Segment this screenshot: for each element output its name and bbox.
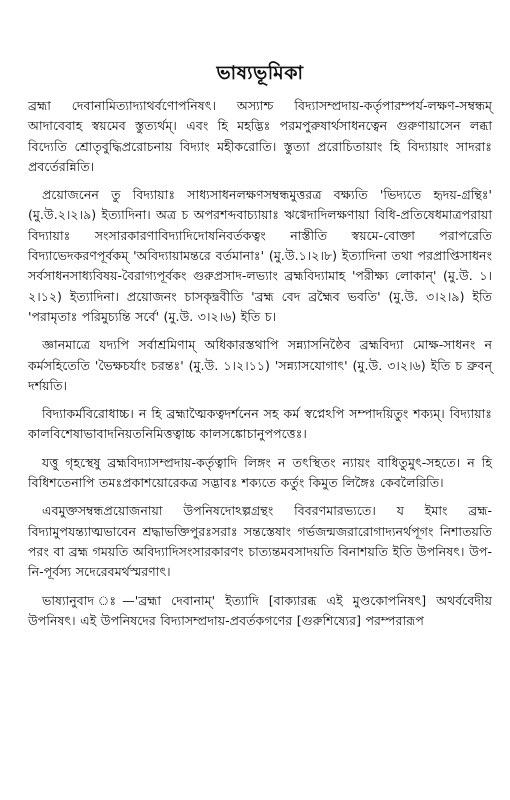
paragraph-3: জ্ঞানমাত্রে যদ্যপি সর্বাশ্রমিণাম্ অধিকারস্তথাপি সন্ন্যাসনিষ্ঠৈব ব্রহ্মবিদ্যা মোক্ষ-সাধনং ন কর্মসহিতেতি 'ভৈক্ষচর্যাং চরন্তঃ' (মু.উ. ১।২।১১) 'সন্ন্যাসযোগাৎ' (মু.উ. ৩।২।৬) ইতি চ ব্রুবন্ দর্শয়তি। [28,337,492,393]
paragraph-6: এবমুক্তসম্বন্ধপ্রয়োজনায়া উপনিষদোঽল্পগ্রন্থং বিবরণমারভ্যতে। য ইমাং ব্রহ্ম-বিদ্যামুপযন্ত্যাত্মভাবেন শ্রদ্ধাভক্তিপুরঃসরাঃ সন্তস্তেষাং গর্ভজন্মজরারোগাদ্যনর্থপূগং নিশাতয়তি পরং বা ব্রহ্ম গময়তি অবিদ্যাদিসংসারকারণং চাত্যন্তমবসাদয়তি বিনাশয়তি ইতি উপনিষৎ। উপ-নি-পূর্বস্য সদেরেবমর্থস্মরণাৎ। [28,503,492,580]
paragraph-1: ব্রহ্মা দেবানামিত্যাদ্যাথর্বণোপনিষৎ। অস্যাশ্চ বিদ্যাসম্প্রদায়-কর্তৃপারম্পর্য-লক্ষণ-সম্বন্ধম্ আদাবেবাহ স্বয়মেব স্তুত্যর্থম্। এবং হি মহদ্ভিঃ পরমপুরুষার্থসাধনত্বেন গুরুণায়াসেন লব্ধা বিদ্যেতি শ্রোতৃবুদ্ধিপ্ররোচনায় বিদ্যাং মহীকরোতি। স্তুত্যা প্ররোচিতায়াং হি বিদ্যায়াং সাদরাঃ প্রবর্তেরন্নিতি। [28,98,492,174]
paragraph-2: প্রয়োজনেন তু বিদ্যায়াঃ সাধ্যসাধনলক্ষণসম্বন্ধমুত্তরত্র বক্ষ্যতি 'ভিদ্যতে হৃদয়-গ্রন্থিঃ' (মু.উ.২।২।৯) ইত্যাদিনা। অত্র চ অপরশব্দবাচ্যায়াঃ ঋগ্বেদাদিলক্ষণায়া বিধি-প্রতিষেধমাত্রপরায়া বিদ্যায়াঃ সংসারকারণাবিদ্যাদিদোষনিবর্তকত্বং নাস্তীতি স্বয়মে-বোক্তা পরাপরেতি বিদ্যাভেদকরণপূর্বকম্ 'অবিদ্যায়ামন্তরে বর্তমানাঃ' (মু.উ.১।২।৮) ইত্যাদিনা তথা পরপ্রাপ্তিসাধনং সর্বসাধনসাধ্যবিষয়-বৈরাগ্যপূর্বকং গুরুপ্রসাদ-লভ্যাং ব্রহ্মবিদ্যামাহ 'পরীক্ষ্য লোকান্' (মু.উ. ১।২।১২) ইত্যাদিনা। প্রয়োজনং চাসকৃদ্ব্রবীতি 'ব্রহ্ম বেদ ব্রহ্মৈব ভবতি' (মু.উ. ৩।২।৯) ইতি 'পরামৃতাঃ পরিমুচ্যন্তি সর্বে' (মু.উ. ৩।২।৬) ইতি চ। [28,187,492,324]
paragraph-7: ভাষ্যানুবাদ ঃ—'ব্রহ্মা দেবানাম্' ইত্যাদি [বাক্যারব্ধ এই মুণ্ডকোপনিষৎ] অথর্ববেদীয় উপনিষৎ। এই উপনিষদের বিদ্যাসম্প্রদায়-প্রবর্তকগণের [গুরুশিষ্যের] পরম্পরারূপ [28,592,492,628]
paragraph-4: বিদ্যাকর্মবিরোধাচ্চ। ন হি ব্রহ্মাত্মৈকত্বদর্শনেন সহ কর্ম স্বপ্নেঽপি সম্পাদয়িতুং শক্যম্। বিদ্যায়াঃ কালবিশেষাভাবাদনিয়তনিমিত্তত্বাচ্চ কালসঙ্কোচানুপপত্তেঃ। [28,406,492,442]
paragraph-5: যত্তু গৃহস্থেষু ব্রহ্মবিদ্যাসম্প্রদায়-কর্তৃত্বাদি লিঙ্গং ন তৎস্থিতং ন্যায়ং বাধিতুমুৎ-সহতে। ন হি বিধিশতেনাপি তমঃপ্রকাশয়োরেকত্র সদ্ভাবঃ শক্যতে কর্তুং কিমুত লিঙ্গৈঃ কেবলৈরিতি। [28,454,492,491]
page-title: ভাষ্যভূমিকা [216,62,304,84]
